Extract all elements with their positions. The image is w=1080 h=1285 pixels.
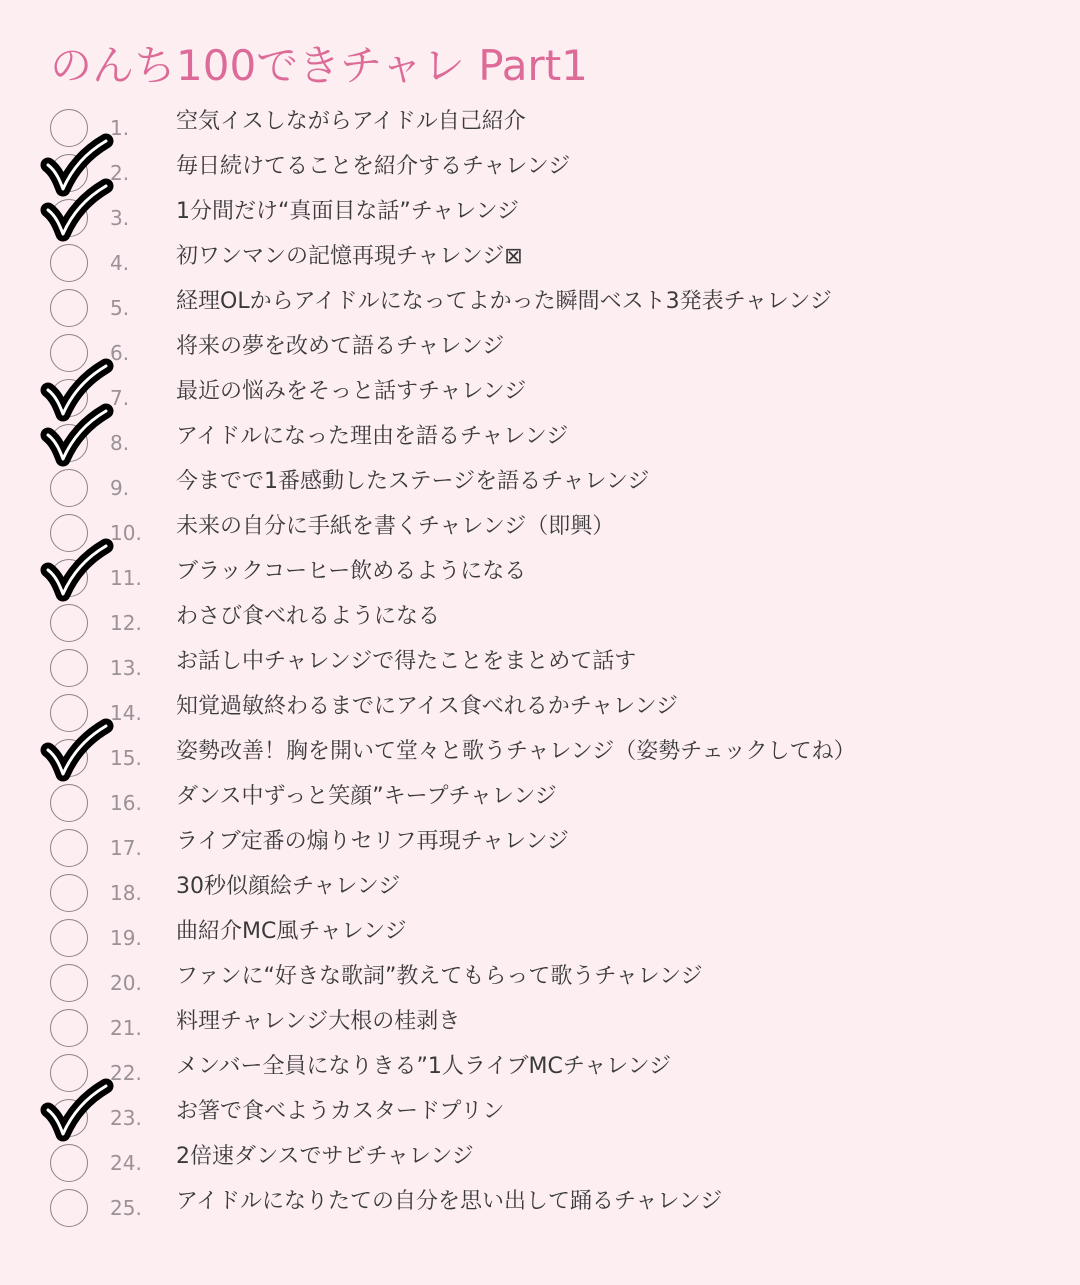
list-item bbox=[0, 196, 1080, 241]
item-number: 17. bbox=[110, 836, 142, 860]
item-number: 16. bbox=[110, 791, 142, 815]
list-item bbox=[0, 241, 1080, 286]
item-text: 知覚過敏終わるまでにアイス食べれるかチャレンジ bbox=[176, 694, 679, 719]
item-text: 今までで1番感動したステージを語るチャレンジ bbox=[176, 469, 650, 494]
item-number: 12. bbox=[110, 611, 142, 635]
item-number: 4. bbox=[110, 251, 130, 275]
checkbox-circle-icon[interactable] bbox=[50, 559, 88, 597]
list-item bbox=[0, 826, 1080, 871]
list-item bbox=[0, 376, 1080, 421]
item-text: ライブ定番の煽りセリフ再現チャレンジ bbox=[176, 829, 569, 854]
item-number: 14. bbox=[110, 701, 142, 725]
item-text: アイドルになった理由を語るチャレンジ bbox=[176, 424, 569, 449]
list-item bbox=[0, 1186, 1080, 1231]
checkbox-circle-icon[interactable] bbox=[50, 514, 88, 552]
item-text: ブラックコーヒー飲めるようになる bbox=[176, 559, 527, 584]
list-item bbox=[0, 511, 1080, 556]
item-number: 6. bbox=[110, 341, 130, 365]
item-text: わさび食べれるようになる bbox=[176, 604, 441, 629]
list-item bbox=[0, 286, 1080, 331]
list-item bbox=[0, 1051, 1080, 1096]
list-item bbox=[0, 466, 1080, 511]
checkbox-circle-icon[interactable] bbox=[50, 334, 88, 372]
item-number: 19. bbox=[110, 926, 142, 950]
checkbox-circle-icon[interactable] bbox=[50, 649, 88, 687]
item-number: 8. bbox=[110, 431, 130, 455]
checkbox-circle-icon[interactable] bbox=[50, 1144, 88, 1182]
item-text: ダンス中ずっと笑顔”キープチャレンジ bbox=[176, 784, 557, 809]
checkbox-circle-icon[interactable] bbox=[50, 469, 88, 507]
list-item bbox=[0, 871, 1080, 916]
item-number: 13. bbox=[110, 656, 142, 680]
checkbox-circle-icon[interactable] bbox=[50, 739, 88, 777]
checkbox-circle-icon[interactable] bbox=[50, 919, 88, 957]
checkbox-circle-icon[interactable] bbox=[50, 1189, 88, 1227]
item-number: 1. bbox=[110, 116, 130, 140]
checkbox-circle-icon[interactable] bbox=[50, 829, 88, 867]
item-number: 22. bbox=[110, 1061, 142, 1085]
item-number: 20. bbox=[110, 971, 142, 995]
item-number: 25. bbox=[110, 1196, 142, 1220]
list-item bbox=[0, 331, 1080, 376]
list-item bbox=[0, 646, 1080, 691]
item-number: 11. bbox=[110, 566, 142, 590]
item-number: 5. bbox=[110, 296, 130, 320]
checkbox-circle-icon[interactable] bbox=[50, 199, 88, 237]
item-number: 3. bbox=[110, 206, 130, 230]
list-item bbox=[0, 1141, 1080, 1186]
list-item bbox=[0, 736, 1080, 781]
list-item bbox=[0, 1006, 1080, 1051]
item-text: 空気イスしながらアイドル自己紹介 bbox=[176, 109, 526, 134]
item-number: 15. bbox=[110, 746, 142, 770]
item-text: 1分間だけ“真面目な話”チャレンジ bbox=[176, 199, 520, 224]
item-number: 24. bbox=[110, 1151, 142, 1175]
item-number: 23. bbox=[110, 1106, 142, 1130]
item-text: メンバー全員になりきる”1人ライブMCチャレンジ bbox=[176, 1054, 672, 1079]
item-text: 曲紹介MC風チャレンジ bbox=[176, 919, 407, 944]
checkbox-circle-icon[interactable] bbox=[50, 784, 88, 822]
item-number: 21. bbox=[110, 1016, 142, 1040]
list-item bbox=[0, 151, 1080, 196]
list-item bbox=[0, 691, 1080, 736]
item-text: ファンに“好きな歌詞”教えてもらって歌うチャレンジ bbox=[176, 964, 703, 989]
checkbox-circle-icon[interactable] bbox=[50, 379, 88, 417]
checkbox-circle-icon[interactable] bbox=[50, 1099, 88, 1137]
item-text: 姿勢改善！胸を開いて堂々と歌うチャレンジ（姿勢チェックしてね） bbox=[176, 739, 856, 764]
checkbox-circle-icon[interactable] bbox=[50, 1009, 88, 1047]
list-item bbox=[0, 556, 1080, 601]
item-number: 7. bbox=[110, 386, 130, 410]
item-text: お話し中チャレンジで得たことをまとめて話す bbox=[176, 649, 637, 674]
checkbox-circle-icon[interactable] bbox=[50, 109, 88, 147]
item-text: アイドルになりたての自分を思い出して踊るチャレンジ bbox=[176, 1189, 723, 1214]
item-text: 将来の夢を改めて語るチャレンジ bbox=[176, 334, 505, 359]
list-item bbox=[0, 106, 1080, 151]
list-item bbox=[0, 916, 1080, 961]
checkbox-circle-icon[interactable] bbox=[50, 424, 88, 462]
item-text: 30秒似顔絵チャレンジ bbox=[176, 874, 401, 899]
item-text: 経理OLからアイドルになってよかった瞬間ベスト3発表チャレンジ bbox=[176, 289, 832, 314]
list-item bbox=[0, 961, 1080, 1006]
checkbox-circle-icon[interactable] bbox=[50, 964, 88, 1002]
list-item bbox=[0, 1096, 1080, 1141]
list-item bbox=[0, 421, 1080, 466]
checkbox-circle-icon[interactable] bbox=[50, 244, 88, 282]
item-text: 初ワンマンの記憶再現チャレンジ⊠ bbox=[176, 244, 523, 269]
item-number: 18. bbox=[110, 881, 142, 905]
item-text: お箸で食べようカスタードプリン bbox=[176, 1099, 505, 1124]
item-text: 2倍速ダンスでサビチャレンジ bbox=[176, 1144, 474, 1169]
checkbox-circle-icon[interactable] bbox=[50, 1054, 88, 1092]
checkbox-circle-icon[interactable] bbox=[50, 694, 88, 732]
item-number: 10. bbox=[110, 521, 142, 545]
item-text: 未来の自分に手紙を書くチャレンジ（即興） bbox=[176, 514, 615, 539]
item-text: 最近の悩みをそっと話すチャレンジ bbox=[176, 379, 527, 404]
item-text: 毎日続けてることを紹介するチャレンジ bbox=[176, 154, 571, 179]
list-item bbox=[0, 601, 1080, 646]
list-item bbox=[0, 781, 1080, 826]
checkbox-circle-icon[interactable] bbox=[50, 289, 88, 327]
checkbox-circle-icon[interactable] bbox=[50, 154, 88, 192]
checkbox-circle-icon[interactable] bbox=[50, 874, 88, 912]
checkbox-circle-icon[interactable] bbox=[50, 604, 88, 642]
item-text: 料理チャレンジ大根の桂剥き bbox=[176, 1009, 461, 1034]
item-number: 9. bbox=[110, 476, 130, 500]
item-number: 2. bbox=[110, 161, 130, 185]
page-title: のんち100できチャレ Part1 bbox=[50, 41, 588, 90]
